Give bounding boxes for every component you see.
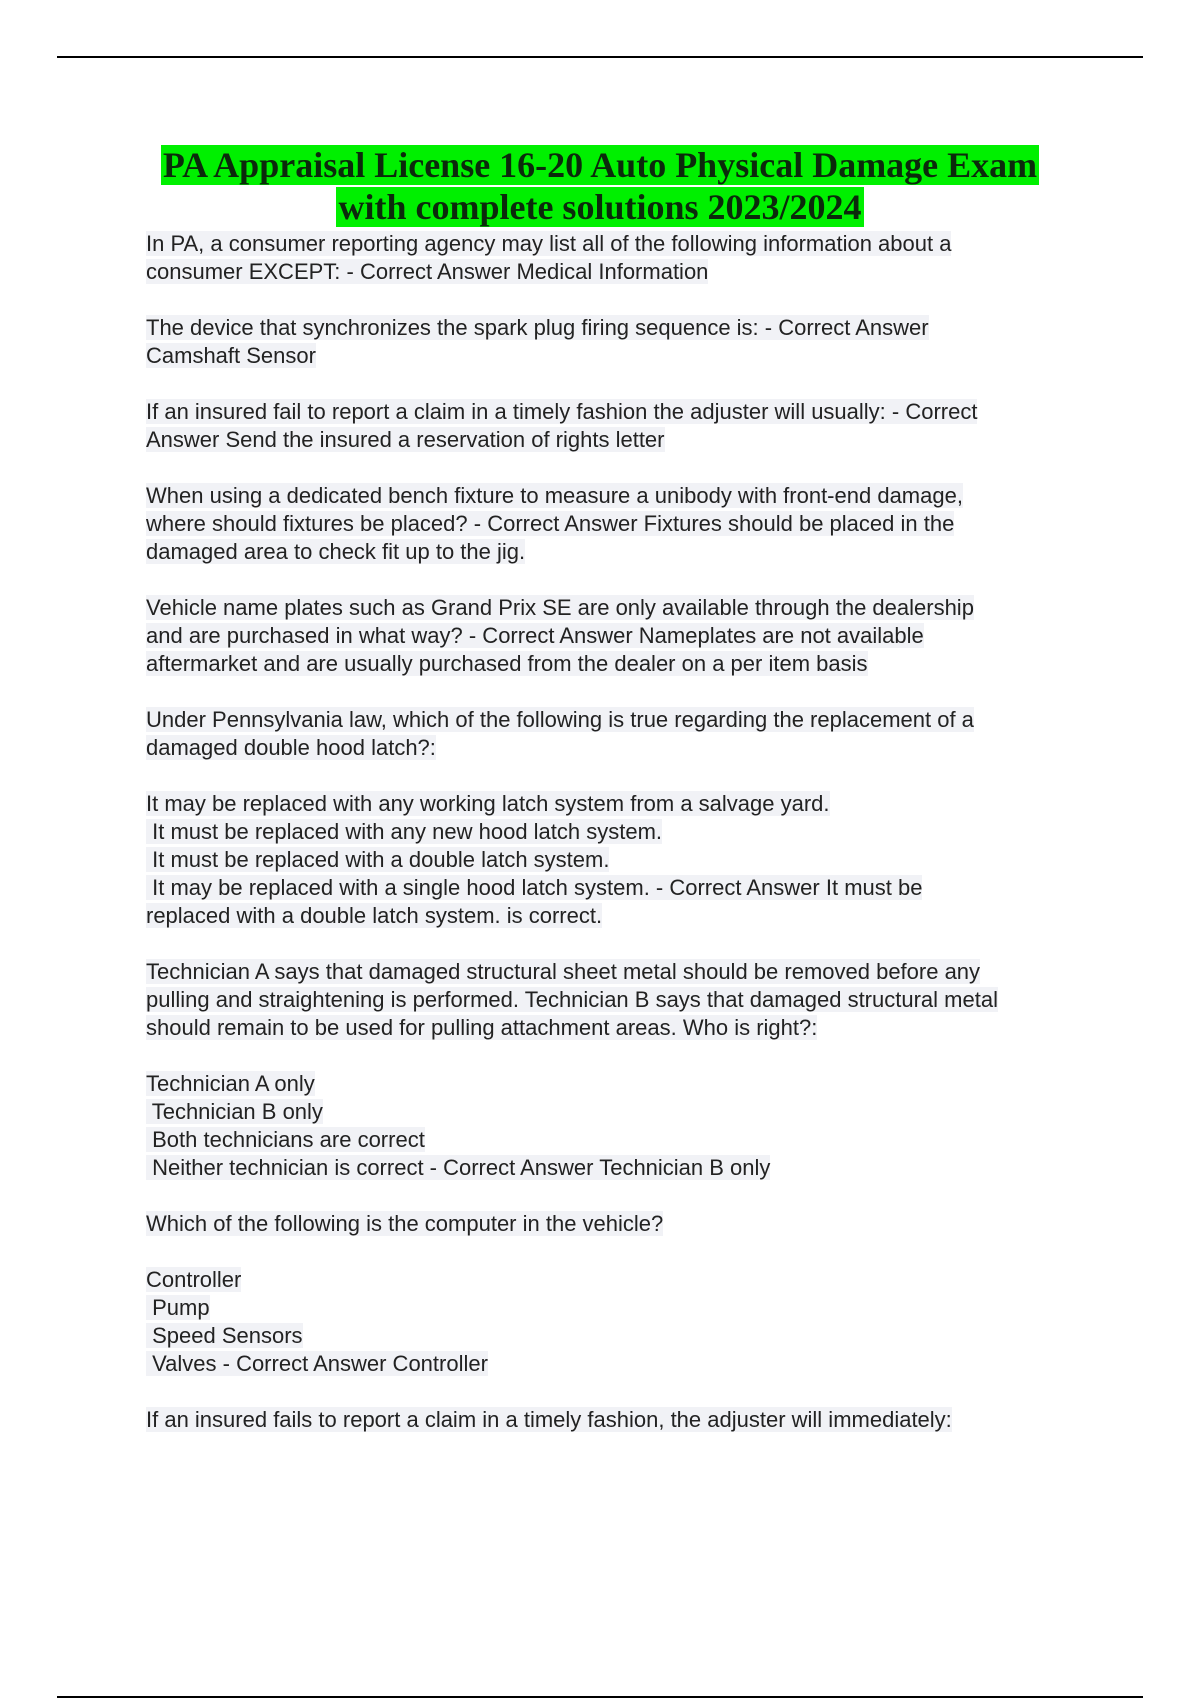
document-body: [146, 230, 1106, 1434]
paragraph-gap: [146, 678, 1106, 706]
text-line-content: It must be replaced with any new hood latch system.: [146, 819, 663, 844]
text-line: [146, 258, 1106, 286]
text-line-content: Both technicians are correct: [146, 1127, 425, 1152]
text-line: [146, 902, 1106, 930]
paragraph-gap: [146, 1182, 1106, 1210]
text-line-content: pulling and straightening is performed. Technician B says that damaged structural metal: [146, 987, 998, 1012]
text-line: [146, 1266, 1106, 1294]
title-line-1: PA Appraisal License 16-20 Auto Physical Damage Exam: [162, 145, 1038, 185]
text-line: [146, 1350, 1106, 1378]
text-line: [146, 1098, 1106, 1126]
text-line-content: damaged area to check fit up to the jig.: [146, 539, 526, 564]
text-line-content: where should fixtures be placed? - Correct Answer Fixtures should be placed in the: [146, 511, 955, 536]
text-line-content: Technician A says that damaged structural sheet metal should be removed before any: [146, 959, 981, 984]
text-line-content: should remain to be used for pulling attachment areas. Who is right?:: [146, 1015, 818, 1040]
text-line: [146, 1154, 1106, 1182]
title-line-2: with complete solutions 2023/2024: [338, 187, 862, 227]
text-line: [146, 482, 1106, 510]
bottom-rule: [57, 1696, 1143, 1698]
paragraph-gap: [146, 762, 1106, 790]
text-line-content: and are purchased in what way? - Correct Answer Nameplates are not available: [146, 623, 924, 648]
paragraph-gap: [146, 286, 1106, 314]
text-line: [146, 594, 1106, 622]
paragraph-gap: [146, 370, 1106, 398]
paragraph-gap: [146, 930, 1106, 958]
text-line-content: It must be replaced with a double latch system.: [146, 847, 610, 872]
text-line: [146, 510, 1106, 538]
text-line: [146, 1210, 1106, 1238]
paragraph-gap: [146, 454, 1106, 482]
text-line: [146, 622, 1106, 650]
text-line: [146, 874, 1106, 902]
text-line: [146, 790, 1106, 818]
text-line-content: It may be replaced with a single hood latch system. - Correct Answer It must be: [146, 875, 923, 900]
text-line-content: Camshaft Sensor: [146, 343, 316, 368]
text-line: [146, 314, 1106, 342]
text-line: [146, 1294, 1106, 1322]
text-line-content: If an insured fail to report a claim in a timely fashion the adjuster will usually: - Correct: [146, 399, 978, 424]
text-line: [146, 1126, 1106, 1154]
text-line: [146, 1322, 1106, 1350]
text-line-content: If an insured fails to report a claim in a timely fashion, the adjuster will immediately:: [146, 1407, 952, 1432]
text-line-content: Under Pennsylvania law, which of the following is true regarding the replacement of a: [146, 707, 974, 732]
text-line-content: Valves - Correct Answer Controller: [146, 1351, 488, 1376]
text-line: [146, 706, 1106, 734]
text-line-content: Technician B only: [146, 1099, 323, 1124]
text-line-content: Technician A only: [146, 1071, 315, 1096]
text-line-content: It may be replaced with any working latch system from a salvage yard.: [146, 791, 830, 816]
text-line: [146, 538, 1106, 566]
text-line: [146, 734, 1106, 762]
text-line-content: Pump: [146, 1295, 210, 1320]
text-line-content: When using a dedicated bench fixture to measure a unibody with front-end damage,: [146, 483, 963, 508]
text-line-content: Answer Send the insured a reservation of rights letter: [146, 427, 665, 452]
text-line: [146, 426, 1106, 454]
text-line: [146, 398, 1106, 426]
paragraph-gap: [146, 1238, 1106, 1266]
text-line: [146, 1070, 1106, 1098]
text-line: [146, 958, 1106, 986]
top-rule: [57, 56, 1143, 58]
paragraph-gap: [146, 566, 1106, 594]
text-line-content: consumer EXCEPT: - Correct Answer Medical Information: [146, 259, 709, 284]
text-line-content: Which of the following is the computer in the vehicle?: [146, 1211, 664, 1236]
text-line-content: Neither technician is correct - Correct Answer Technician B only: [146, 1155, 771, 1180]
text-line-content: Controller: [146, 1267, 242, 1292]
text-line-content: The device that synchronizes the spark plug firing sequence is: - Correct Answer: [146, 315, 929, 340]
text-line-content: Speed Sensors: [146, 1323, 303, 1348]
text-line-content: replaced with a double latch system. is correct.: [146, 903, 603, 928]
text-line: [146, 818, 1106, 846]
text-line-content: damaged double hood latch?:: [146, 735, 436, 760]
text-line: [146, 846, 1106, 874]
text-line: [146, 230, 1106, 258]
text-line: [146, 1014, 1106, 1042]
text-line-content: In PA, a consumer reporting agency may list all of the following information about a: [146, 231, 952, 256]
paragraph-gap: [146, 1378, 1106, 1406]
text-line-content: aftermarket and are usually purchased from the dealer on a per item basis: [146, 651, 868, 676]
text-line: [146, 650, 1106, 678]
text-line: [146, 986, 1106, 1014]
text-line: [146, 342, 1106, 370]
document-title: [0, 144, 1200, 228]
text-line-content: Vehicle name plates such as Grand Prix SE are only available through the dealership: [146, 595, 974, 620]
paragraph-gap: [146, 1042, 1106, 1070]
text-line: [146, 1406, 1106, 1434]
